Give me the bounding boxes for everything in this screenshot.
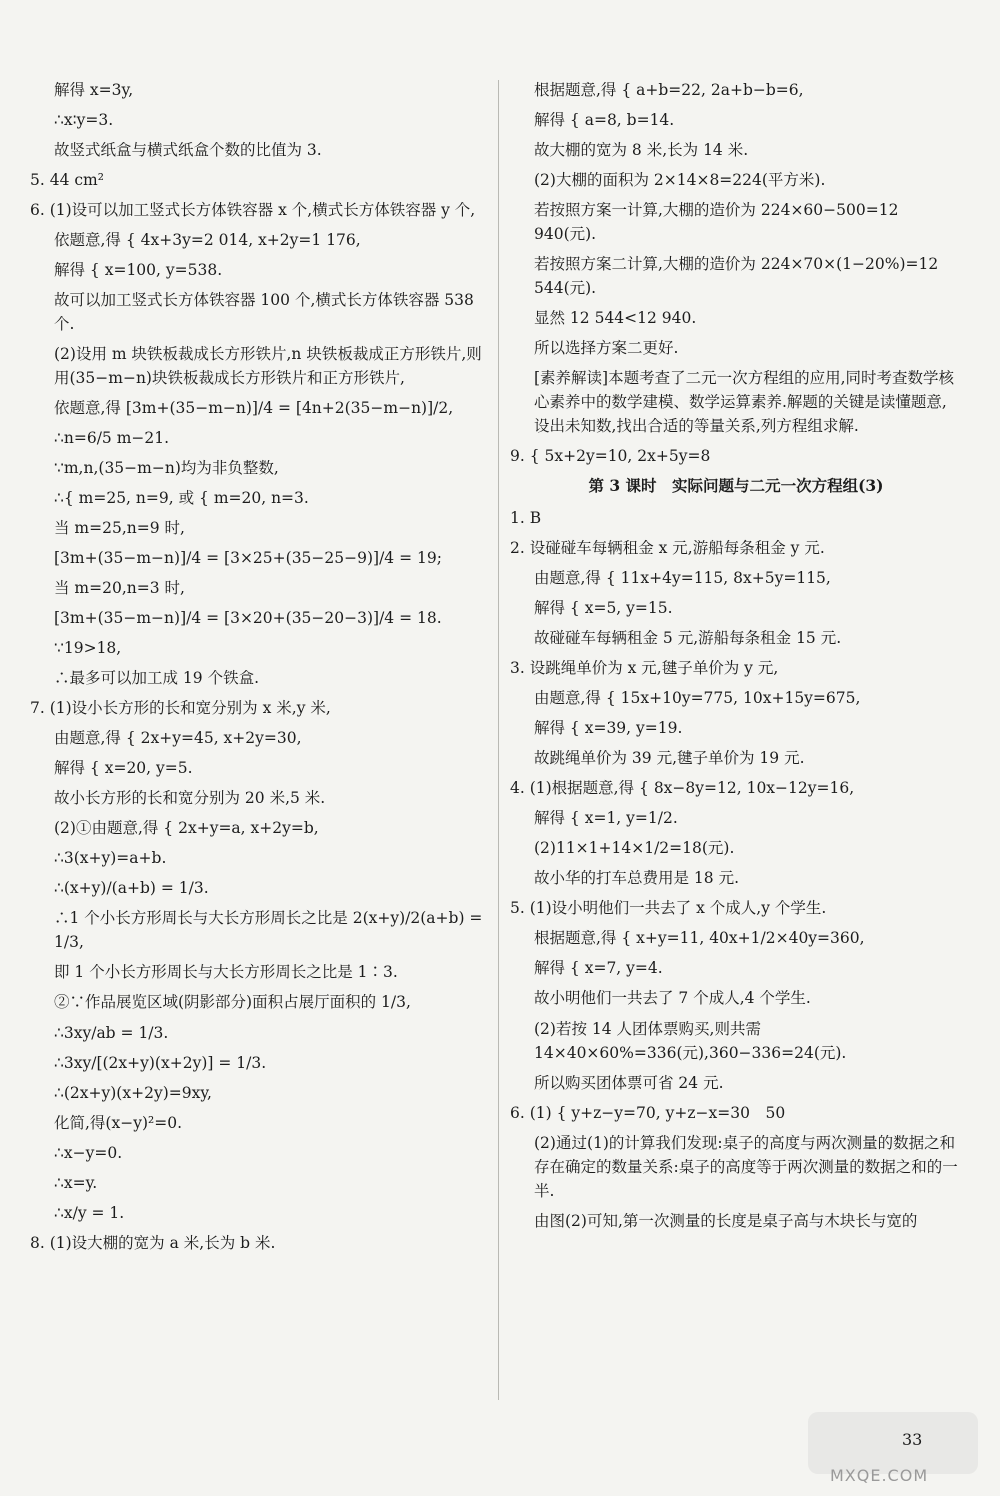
text-line: 解得 x=3y, — [54, 81, 134, 99]
text-line: 9. { 5x+2y=10, 2x+5y=8 — [510, 447, 711, 466]
text-line: 5. 44 cm² — [30, 171, 104, 190]
text-line: 根据题意,得 { a+b=22, 2a+b−b=6, — [534, 81, 804, 99]
text-line: ∴(x+y)/(a+b) = 1/3. — [54, 879, 209, 898]
text-line: 若按照方案二计算,大棚的造价为 224×70×(1−20%)=12 544(元). — [534, 255, 939, 298]
text-line: ∴x−y=0. — [54, 1143, 123, 1162]
text-line: 1. B — [510, 509, 542, 528]
text-line: 由图(2)可知,第一次测量的长度是桌子高与木块长与宽的 — [534, 1211, 918, 1230]
text-line: 解得 { x=7, y=4. — [534, 959, 663, 978]
text-line: 5. (1)设小明他们一共去了 x 个成人,y 个学生. — [510, 899, 827, 918]
right-column — [510, 78, 962, 1239]
watermark-logo-icon — [808, 1412, 978, 1474]
text-line: 8. (1)设大棚的宽为 a 米,长为 b 米. — [30, 1233, 276, 1252]
text-line: 所以选择方案二更好. — [534, 339, 679, 358]
text-line: ∴n=6/5 m−21. — [54, 429, 170, 448]
text-line: 依题意,得 [3m+(35−m−n)]/4 = [4n+2(35−m−n)]/2, — [54, 399, 454, 418]
text-line: 若按照方案一计算,大棚的造价为 224×60−500=12 940(元). — [534, 201, 899, 244]
text-line: ∴x∶y=3. — [54, 111, 114, 130]
text-line: [3m+(35−m−n)]/4 = [3×20+(35−20−3)]/4 = 18. — [54, 609, 442, 628]
text-line: 化简,得(x−y)²=0. — [54, 1113, 182, 1132]
text-line: (2)通过(1)的计算我们发现:桌子的高度与两次测量的数据之和存在确定的数量关系:桌子的高度等于两次测量的数据之和的一半. — [534, 1133, 958, 1200]
text-line: 故可以加工竖式长方体铁容器 100 个,横式长方体铁容器 538 个. — [54, 291, 474, 334]
text-line: (2)大棚的面积为 2×14×8=224(平方米). — [534, 171, 826, 190]
text-line: 依题意,得 { 4x+3y=2 014, x+2y=1 176, — [54, 231, 361, 250]
text-line: 2. 设碰碰车每辆租金 x 元,游船每条租金 y 元. — [510, 539, 825, 558]
text-line: ∴3xy/ab = 1/3. — [54, 1023, 169, 1042]
text-line: ∴最多可以加工成 19 个铁盒. — [54, 669, 260, 688]
text-line: 即 1 个小长方形周长与大长方形周长之比是 1∶3. — [54, 963, 398, 982]
text-line: ∴{ m=25, n=9, 或 { m=20, n=3. — [54, 489, 309, 508]
text-line: 由题意,得 { 15x+10y=775, 10x+15y=675, — [534, 689, 861, 708]
text-line: ②∵作品展览区域(阴影部分)面积占展厅面积的 1/3, — [54, 993, 411, 1012]
text-line: [3m+(35−m−n)]/4 = [3×25+(35−25−9)]/4 = 19; — [54, 549, 442, 568]
text-line: 3. 设跳绳单价为 x 元,毽子单价为 y 元, — [510, 659, 779, 678]
text-line: 故小华的打车总费用是 18 元. — [534, 869, 740, 888]
text-line: 故跳绳单价为 39 元,毽子单价为 19 元. — [534, 749, 805, 768]
text-line: [素养解读]本题考查了二元一次方程组的应用,同时考查数学核心素养中的数学建模、数学运算素养.解题的关键是读懂题意,设出未知数,找出合适的等量关系,列方程组求解. — [534, 369, 955, 436]
text-line: 故小明他们一共去了 7 个成人,4 个学生. — [534, 989, 811, 1008]
text-line: ∴1 个小长方形周长与大长方形周长之比是 2(x+y)/2(a+b) = 1/3, — [54, 909, 483, 952]
text-line: 根据题意,得 { x+y=11, 40x+1/2×40y=360, — [534, 929, 865, 948]
text-line: 由题意,得 { 11x+4y=115, 8x+5y=115, — [534, 569, 831, 588]
text-line: 解得 { x=1, y=1/2. — [534, 809, 678, 828]
text-line: (2)若按 14 人团体票购买,则共需 14×40×60%=336(元),360−336=24(元). — [534, 1019, 847, 1062]
text-line: 当 m=20,n=3 时, — [54, 579, 185, 598]
text-line: 解得 { x=39, y=19. — [534, 719, 683, 738]
text-line: 故竖式纸盒与横式纸盒个数的比值为 3. — [54, 141, 322, 160]
text-line: 解得 { a=8, b=14. — [534, 111, 675, 130]
text-line: 6. (1) { y+z−y=70, y+z−x=30 50 — [510, 1103, 786, 1122]
text-line: 由题意,得 { 2x+y=45, x+2y=30, — [54, 729, 302, 748]
text-line: ∴x/y = 1. — [54, 1203, 125, 1222]
text-line: 4. (1)根据题意,得 { 8x−8y=12, 10x−12y=16, — [510, 779, 855, 798]
text-line: 显然 12 544<12 940. — [534, 309, 697, 328]
watermark-text: MXQE.COM — [830, 1466, 929, 1485]
page-number: 33 — [902, 1430, 923, 1449]
text-line: 解得 { x=20, y=5. — [54, 759, 193, 778]
text-line: ∴3(x+y)=a+b. — [54, 849, 167, 868]
column-divider — [498, 80, 499, 1400]
text-line: ∴(2x+y)(x+2y)=9xy, — [54, 1083, 212, 1102]
text-line: ∵m,n,(35−m−n)均为非负整数, — [54, 459, 279, 478]
text-line: 6. (1)设可以加工竖式长方体铁容器 x 个,横式长方体铁容器 y 个, — [30, 201, 476, 220]
text-line: 7. (1)设小长方形的长和宽分别为 x 米,y 米, — [30, 699, 331, 718]
text-line: 当 m=25,n=9 时, — [54, 519, 185, 538]
text-line: (2)设用 m 块铁板裁成长方形铁片,n 块铁板裁成正方形铁片,则用(35−m−n)块铁板裁成长方形铁片和正方形铁片, — [54, 345, 482, 388]
text-line: 故大棚的宽为 8 米,长为 14 米. — [534, 141, 749, 160]
text-line: (2)①由题意,得 { 2x+y=a, x+2y=b, — [54, 819, 319, 838]
text-line: ∴x=y. — [54, 1173, 98, 1192]
left-column — [30, 78, 490, 1261]
text-line: ∴3xy/[(2x+y)(x+2y)] = 1/3. — [54, 1053, 267, 1072]
text-line: 所以购买团体票可省 24 元. — [534, 1073, 724, 1092]
text-line: (2)11×1+14×1/2=18(元). — [534, 839, 735, 858]
text-line: 解得 { x=5, y=15. — [534, 599, 673, 618]
text-line: 故小长方形的长和宽分别为 20 米,5 米. — [54, 789, 326, 808]
text-line: 解得 { x=100, y=538. — [54, 261, 223, 280]
section-heading: 第 3 课时 实际问题与二元一次方程组(3) — [588, 476, 884, 496]
text-line: ∵19>18, — [54, 639, 122, 658]
text-line: 故碰碰车每辆租金 5 元,游船每条租金 15 元. — [534, 629, 842, 648]
